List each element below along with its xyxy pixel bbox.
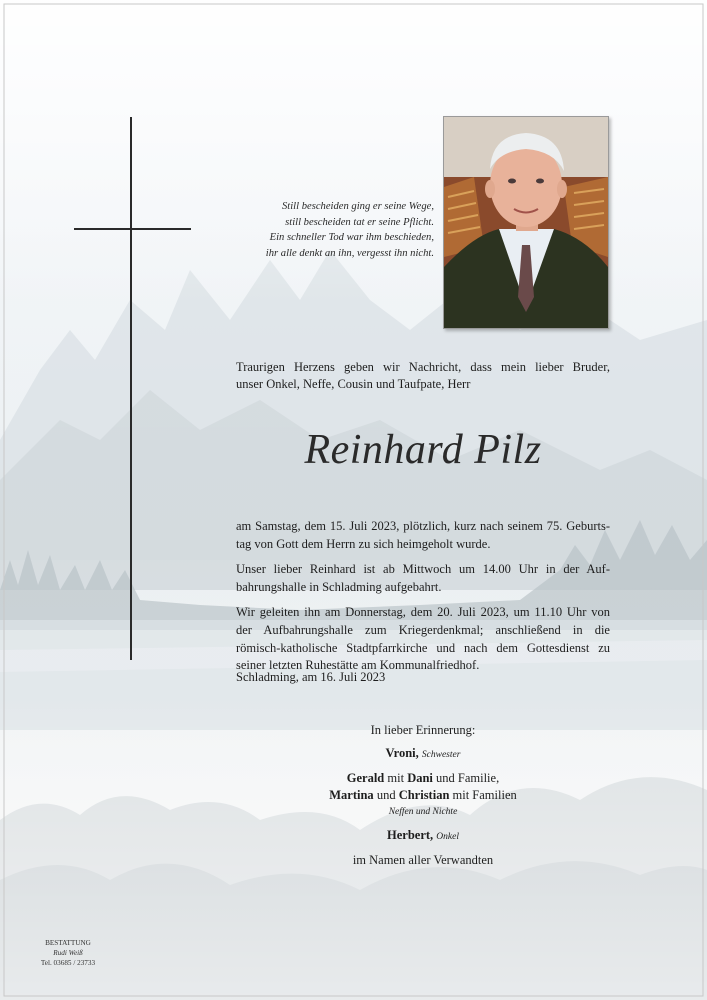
portrait-illustration <box>444 117 608 328</box>
intro-line: Traurigen Herzens geben wir Nachricht, dass mein lieber Bruder, <box>236 360 610 374</box>
body-line: der Aufbahrungshalle zum Kriegerdenkmal; anschließend in die <box>236 622 610 637</box>
quote-line: ihr alle denkt an ihn, vergesst ihn nicht. <box>265 247 434 259</box>
mourner-name: Martina <box>329 788 374 802</box>
quote-line: still bescheiden tat er seine Pflicht. <box>285 216 434 228</box>
quote-line: Ein schneller Tod war ihm beschieden, <box>269 232 434 243</box>
undertaker-line: Tel. 03685 / 23733 <box>40 959 96 967</box>
mourner-name: Vroni, <box>385 746 419 760</box>
relation-label: Onkel <box>436 832 459 842</box>
intro-line: unser Onkel, Neffe, Cousin und Taufpate, Herr <box>236 377 471 391</box>
connector-text: und Familie, <box>436 771 500 785</box>
undertaker-line: BESTATTUNG <box>45 939 91 947</box>
body-line: bahrungshalle in Schladming aufgebahrt. <box>236 579 442 594</box>
place-and-date: Schladming, am 16. Juli 2023 <box>236 670 386 684</box>
paragraph-funeral <box>236 604 610 674</box>
announcement-intro <box>236 359 610 393</box>
funeral-home-imprint <box>28 938 108 968</box>
mourner-name: Gerald <box>346 771 385 785</box>
mourner-sister <box>236 745 610 764</box>
closing-line: im Namen aller Verwandten <box>352 853 494 867</box>
connector-text: und <box>376 788 396 802</box>
paragraph-passing <box>236 518 610 553</box>
cross-vertical-bar <box>130 117 132 660</box>
body-line: Unser lieber Reinhard ist ab Mittwoch um 14.00 Uhr in der Auf- <box>236 562 610 577</box>
mourner-nephew-row <box>236 770 610 787</box>
mourner-uncle <box>236 827 610 846</box>
relation-label: Neffen und Nichte <box>388 807 458 817</box>
body-line: seiner letzten Ruhestätte am Kommunalfriedhof. <box>236 658 480 673</box>
cross-horizontal-bar <box>74 228 191 230</box>
remembrance-heading: In lieber Erinnerung: <box>370 723 476 737</box>
mourner-name: Herbert, <box>387 828 434 842</box>
portrait-photo <box>443 116 609 329</box>
mourner-name: Dani <box>407 771 433 785</box>
relation-label: Schwester <box>421 750 461 760</box>
announcement-body <box>236 518 610 683</box>
family-mourners <box>236 722 610 869</box>
body-line: am Samstag, dem 15. Juli 2023, plötzlich, kurz nach seinem 75. Geburts- <box>236 519 610 533</box>
deceased-name: Reinhard Pilz <box>304 427 542 473</box>
memorial-quote <box>212 199 434 261</box>
mourner-niece-row <box>236 787 610 804</box>
undertaker-line: Rudi Weiß <box>53 949 83 957</box>
paragraph-viewing <box>236 561 610 596</box>
connector-text: mit Familien <box>452 788 517 802</box>
body-line: tag von Gott dem Herrn zu sich heimgeholt wurde. <box>236 536 491 551</box>
body-line: römisch-katholische Stadtpfarrkirche und nach dem Gottesdienst zu <box>236 640 610 655</box>
connector-text: mit <box>387 771 405 785</box>
mourner-name: Christian <box>398 788 450 802</box>
quote-line: Still bescheiden ging er seine Wege, <box>281 201 434 212</box>
body-line: Wir geleiten ihn am Donnerstag, dem 20. Juli 2023, um 11.10 Uhr von <box>236 605 610 620</box>
